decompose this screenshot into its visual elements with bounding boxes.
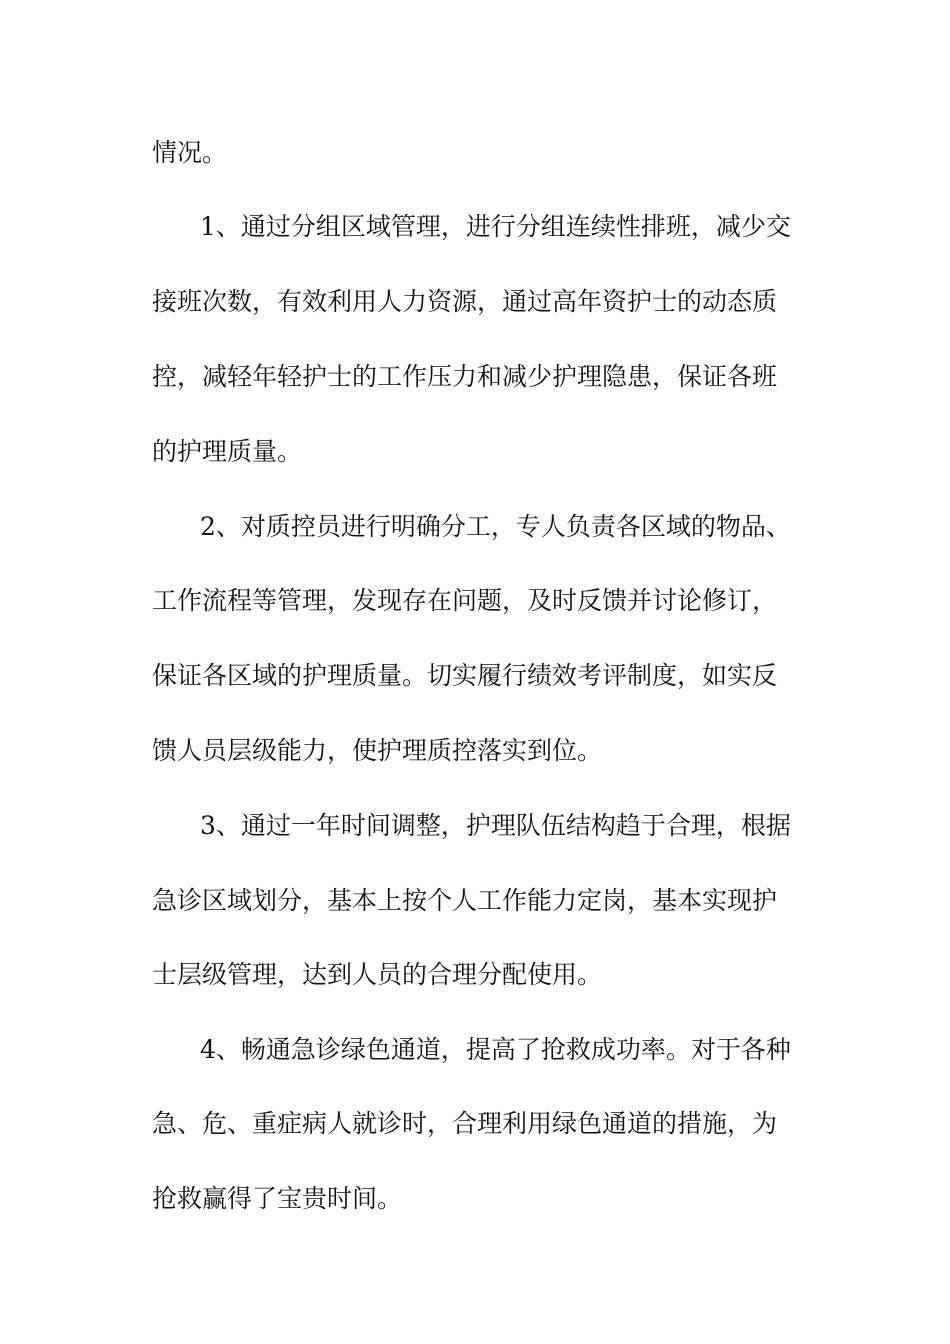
text-line-13: 4、畅通急诊绿色通道，提高了抢救成功率。对于各种 [200, 1035, 791, 1064]
text-line-4: 控，减轻年轻护士的工作压力和减少护理隐患，保证各班 [152, 362, 778, 391]
text-line-11: 急诊区域划分，基本上按个人工作能力定岗，基本实现护 [152, 886, 778, 915]
text-line-15: 抢救赢得了宝贵时间。 [152, 1184, 403, 1213]
text-line-2: 1、通过分组区域管理，进行分组连续性排班，减少交 [200, 212, 791, 241]
text-line-14: 急、危、重症病人就诊时，合理利用绿色通道的措施，为 [152, 1109, 778, 1138]
text-line-9: 馈人员层级能力，使护理质控落实到位。 [152, 736, 603, 765]
text-line-1: 情况。 [152, 138, 228, 167]
text-line-12: 士层级管理，达到人员的合理分配使用。 [152, 960, 603, 989]
text-line-7: 工作流程等管理，发现存在问题，及时反馈并讨论修订， [152, 586, 778, 615]
text-line-5: 的护理质量。 [152, 437, 303, 466]
text-line-6: 2、对质控员进行明确分工，专人负责各区域的物品、 [200, 512, 791, 541]
text-line-3: 接班次数，有效利用人力资源，通过高年资护士的动态质 [152, 287, 778, 316]
text-line-8: 保证各区域的护理质量。切实履行绩效考评制度，如实反 [152, 661, 778, 690]
text-line-10: 3、通过一年时间调整，护理队伍结构趋于合理，根据 [200, 811, 791, 840]
